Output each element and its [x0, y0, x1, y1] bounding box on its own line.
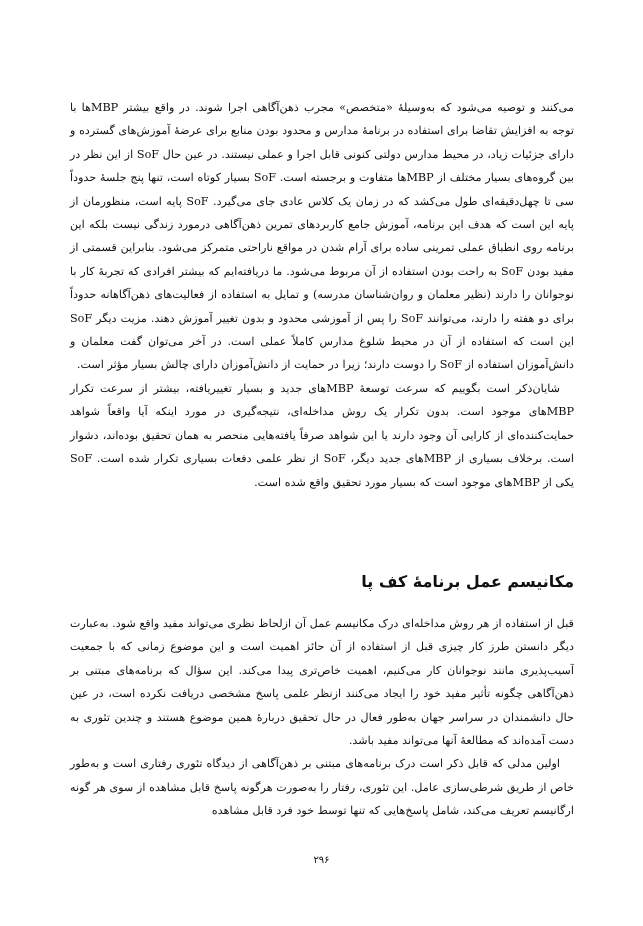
paragraph: قبل از استفاده از هر روش مداخله‌ای درک مکانیسم عمل آن ازلحاظ نظری می‌تواند مفید واقع شود. به‌عبارت دیگر دانستن طرز کار چیزی قبل از استفاده از آن حائز اهمیت است و این موضوع زمانی که با جمعیت آسیب‌پذیری مانند نوجوانان کار می‌کنیم، اهمیت خاص‌تری پیدا می‌کند. این سؤال که برنامه‌های مبتنی بر ذهن‌آگاهی چگونه تأثیر مفید خود را ایجاد می‌کنند ازنظر علمی پاسخ مشخصی دریافت نکرده است، در عین حال دانشمندان در سراسر جهان به‌طور فعال در حال تحقیق دربارهٔ همین موضوع هستند و چندین تئوری به دست آمده‌اند که مطالعهٔ آنها می‌تواند مفید باشد.: [70, 617, 574, 748]
paragraph: می‌کنند و توصیه می‌شود که به‌وسیلهٔ «متخصص» مجرب ذهن‌آگاهی اجرا شوند. در واقع بیشتر MBPها با توجه به افزایش تقاضا برای استفاده در برنامهٔ مدارس و محدود بودن منابع برای عرضهٔ آموزش‌های گسترده و دارای جزئیات زیاد، در محیط مدارس دولتی کنونی قابل اجرا و عملی نیستند. در عین حال SoF از این نظر در بین گروه‌های بسیار مختلف از MBPها متفاوت و برجسته است. SoF بسیار کوتاه است، تنها پنج جلسهٔ حدوداً سی تا چهل‌دقیقه‌ای طول می‌کشد که در زمان یک کلاس عادی جای می‌گیرد. SoF پایه است، منظورمان از پایه این است که هدف این برنامه، آموزش جامع کاربردهای تمرین ذهن‌آگاهی درمورد زندگی نیست بلکه این برنامه روی انطباق عملی تمرینی ساده برای آرام شدن در مواقع ناراحتی متمرکز می‌شود. بنابراین قسمتی از مفید بودن SoF به راحت بودن استفاده از آن مربوط می‌شود. ما دریافته‌ایم که بیشتر افرادی که تجربهٔ کار با نوجوانان را دارند (نظیر معلمان و روان‌شناسان مدرسه) و تمایل به استفاده از فعالیت‌های ذهن‌آگاهانه حدوداً برای دو هفته را دارند، می‌توانند SoF را پس از آموزشی محدود و بدون تغییر آموزش دهند. مزیت دیگر SoF این است که استفاده از آن در محیط شلوغ مدارس کاملاً عملی است. در آخر می‌توان گفت معلمان و دانش‌آموزان استفاده از SoF را دوست دارند؛ زیرا در حمایت از دانش‌آموزان دارای چالش بسیار مؤثر است.: [70, 101, 574, 372]
section-heading: مکانیسم عمل برنامهٔ کف پا: [361, 572, 574, 591]
page-number: ۲۹۶: [313, 855, 330, 866]
body-text-top: [70, 96, 574, 494]
paragraph: شایان‌ذکر است بگوییم که سرعت توسعهٔ MBPهای جدید و بسیار تغییریافته، بیشتر از سرعت تکرار MBPهای موجود است. بدون تکرار یک روش مداخله‌ای، نتیجه‌گیری در مورد اینکه آیا واقعاً شواهد حمایت‌کننده‌ای از کارایی آن وجود دارند یا این شواهد صرفاً یافته‌هایی منحصر به همان تحقیق بوده‌اند، دشوار است. برخلاف بسیاری از MBPهای جدید دیگر، SoF از نظر علمی دفعات بسیاری تکرار شده است. SoF یکی از MBPهای موجود است که بسیار مورد تحقیق واقع شده است.: [70, 381, 574, 489]
body-text-bottom: [70, 612, 574, 823]
paragraph: اولین مدلی که قابل ذکر است درک برنامه‌های مبتنی بر ذهن‌آگاهی از دیدگاه تئوری رفتاری است و به‌طور خاص از طریق شرطی‌سازی عامل. این تئوری، رفتار را به‌صورت هرگونه پاسخ قابل مشاهده از سوی هر گونه ارگانیسم تعریف می‌کند، شامل پاسخ‌هایی که تنها توسط خود فرد قابل مشاهده: [70, 757, 574, 818]
